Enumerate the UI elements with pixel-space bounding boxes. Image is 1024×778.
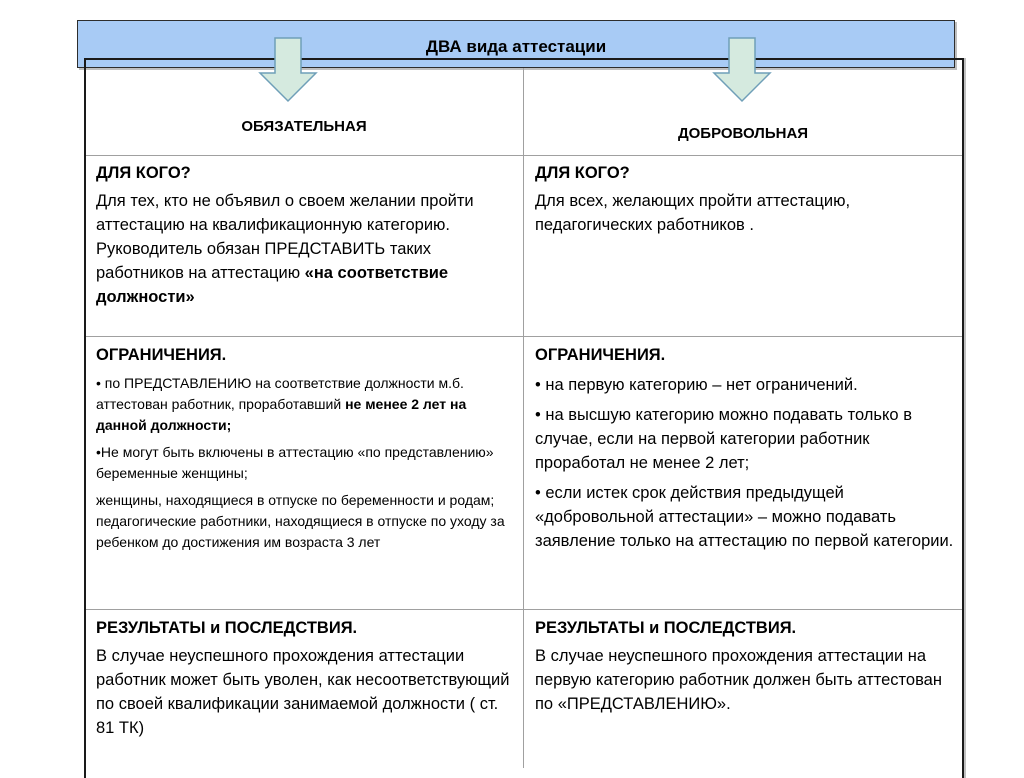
down-arrow-icon [258, 37, 318, 103]
limits-voluntary-item: • на высшую категорию можно подавать только в случае, если на первой категории работник проработал не менее 2 лет; [535, 406, 912, 472]
row-header-limits: ОГРАНИЧЕНИЯ. [535, 346, 666, 364]
limits-mandatory-item: • по ПРЕДСТАВЛЕНИЮ на соответствие должности м.б. аттестован работник, проработавший не менее 2 лет на данной должности; [96, 375, 467, 433]
results-voluntary-text: В случае неуспешного прохождения аттестации на первую категорию работник должен быть аттестован по «ПРЕДСТАВЛЕНИЮ». [535, 647, 942, 713]
cell-results-mandatory [96, 616, 516, 740]
column-divider [523, 68, 524, 768]
cell-limits-mandatory [96, 343, 516, 559]
row-header-for-whom: ДЛЯ КОГО? [96, 164, 191, 182]
row-header-results: РЕЗУЛЬТАТЫ и ПОСЛЕДСТВИЯ. [535, 619, 797, 637]
limits-mandatory-item: •Не могут быть включены в аттестацию «по представлению» беременные женщины; [96, 444, 494, 481]
page-title: ДВА вида аттестации [425, 37, 607, 56]
cell-results-voluntary [535, 616, 955, 716]
cell-for-whom-voluntary [535, 161, 955, 237]
row-header-limits: ОГРАНИЧЕНИЯ. [96, 346, 227, 364]
for-whom-voluntary-text: Для всех, желающих пройти аттестацию, педагогических работников . [535, 192, 851, 234]
cell-limits-voluntary [535, 343, 955, 559]
cell-for-whom-mandatory [96, 161, 516, 309]
column-header-voluntary: ДОБРОВОЛЬНАЯ [677, 125, 809, 142]
row-header-results: РЕЗУЛЬТАТЫ и ПОСЛЕДСТВИЯ. [96, 619, 358, 637]
column-header-mandatory: ОБЯЗАТЕЛЬНАЯ [241, 118, 367, 135]
limits-voluntary-item: • на первую категорию – нет ограничений. [535, 376, 858, 394]
row-divider [86, 609, 962, 610]
row-divider [86, 155, 962, 156]
row-header-for-whom: ДЛЯ КОГО? [535, 164, 630, 182]
results-mandatory-text: В случае неуспешного прохождения аттестации работник может быть уволен, как несоответствующий по своей квалификации занимаемой должности ( ст. 81 ТК) [96, 647, 510, 737]
limits-mandatory-item: женщины, находящиеся в отпуске по беременности и родам; педагогические работники, находящиеся в отпуске по уходу за ребенком до достижения им возраста 3 лет [96, 492, 505, 550]
row-divider [86, 336, 962, 337]
down-arrow-icon [712, 37, 772, 103]
for-whom-mandatory-text: Для тех, кто не объявил о своем желании пройти аттестацию на квалификационную категорию. Руководитель обязан ПРЕДСТАВИТЬ таких работников на аттестацию «на соответствие должности» [96, 192, 474, 306]
limits-voluntary-item: • если истек срок действия предыдущей «добровольной аттестации» – можно подавать заявление только на аттестацию по первой категории. [535, 484, 954, 550]
